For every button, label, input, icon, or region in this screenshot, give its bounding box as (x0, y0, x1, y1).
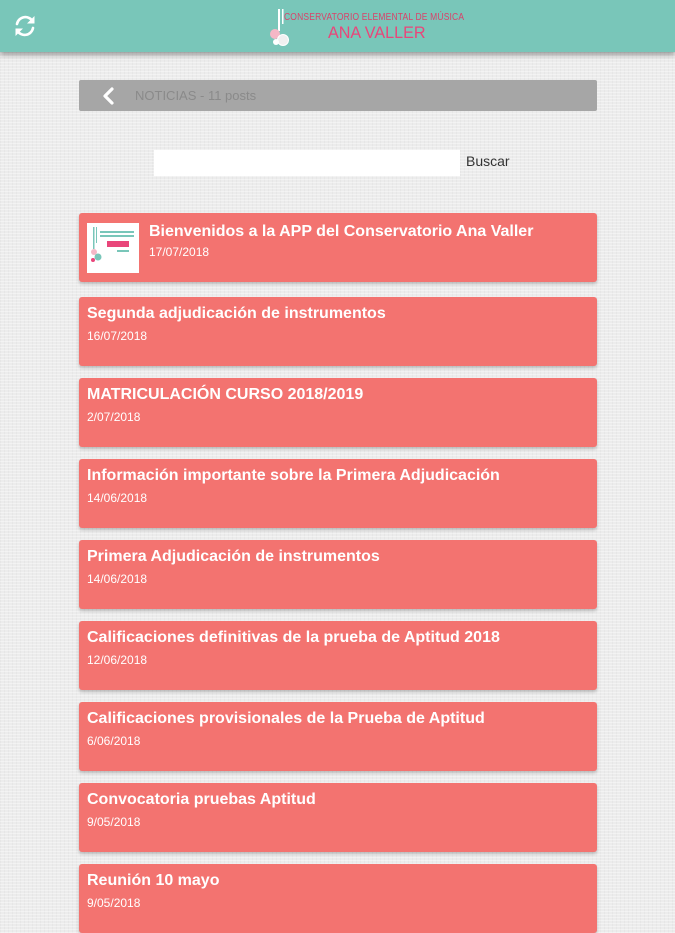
news-thumbnail (87, 223, 139, 273)
news-title: Calificaciones definitivas de la prueba de Aptitud 2018 (87, 629, 500, 646)
news-item[interactable] (79, 213, 597, 282)
news-date: 2/07/2018 (87, 410, 141, 424)
section-title: NOTICIAS - 11 posts (135, 88, 257, 103)
news-date: 17/07/2018 (149, 245, 210, 259)
search-input[interactable] (154, 150, 460, 176)
news-date: 12/06/2018 (87, 653, 148, 667)
news-item[interactable] (79, 783, 597, 852)
news-date: 9/05/2018 (87, 896, 141, 910)
news-date: 9/05/2018 (87, 815, 141, 829)
news-item[interactable] (79, 297, 597, 366)
news-date: 6/06/2018 (87, 734, 141, 748)
news-item[interactable] (79, 540, 597, 609)
news-item[interactable] (79, 621, 597, 690)
chevron-left-icon (101, 87, 117, 105)
logo-text-line2: ANA VALLER (328, 23, 426, 42)
refresh-button[interactable] (11, 12, 39, 40)
news-title: Calificaciones provisionales de la Prueba de Aptitud (87, 710, 485, 727)
conservatory-logo (266, 9, 465, 49)
news-item[interactable] (79, 864, 597, 933)
logo-text-line1: CONSERVATORIO ELEMENTAL DE MÚSICA (284, 12, 465, 23)
news-title: Convocatoria pruebas Aptitud (87, 791, 316, 808)
news-title: MATRICULACIÓN CURSO 2018/2019 (87, 386, 364, 403)
news-date: 14/06/2018 (87, 491, 148, 505)
app-topbar (0, 0, 675, 52)
search-button[interactable]: Buscar (466, 153, 510, 169)
news-item[interactable] (79, 378, 597, 447)
news-title: Bienvenidos a la APP del Conservatorio Ana Valler (149, 223, 534, 240)
refresh-icon (11, 12, 39, 40)
news-title: Segunda adjudicación de instrumentos (87, 305, 386, 322)
news-item[interactable] (79, 459, 597, 528)
news-thumbnail-logo (87, 223, 139, 273)
news-title: Información importante sobre la Primera Adjudicación (87, 467, 500, 484)
news-date: 16/07/2018 (87, 329, 148, 343)
news-title: Reunión 10 mayo (87, 872, 220, 889)
news-date: 14/06/2018 (87, 572, 148, 586)
news-title: Primera Adjudicación de instrumentos (87, 548, 380, 565)
section-header-bar (79, 80, 597, 111)
news-item[interactable] (79, 702, 597, 771)
back-button[interactable] (101, 87, 117, 105)
